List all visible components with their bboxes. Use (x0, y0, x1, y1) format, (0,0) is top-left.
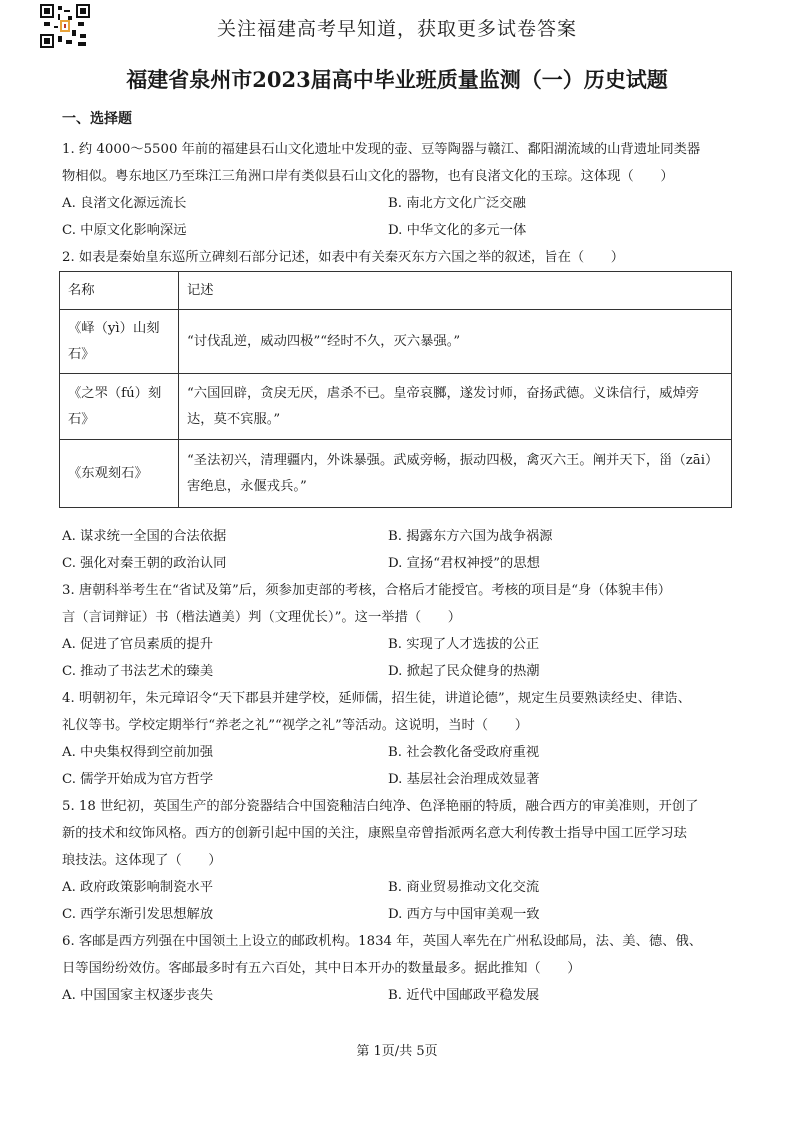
option-a[interactable]: A. 中央集权得到空前加强 (62, 745, 214, 760)
question-stem-line: 言（言词辩证）书（楷法遒美）判（文理优长）”。这一举措（ ） (62, 610, 462, 625)
question-stem-line: 琅技法。这体现了（ ） (62, 853, 222, 868)
question-6 (62, 928, 732, 1009)
option-b[interactable]: B. 社会教化备受政府重视 (388, 745, 540, 760)
table-cell-name: 《之罘（fú）刻 石》 (60, 374, 179, 440)
option-a[interactable]: A. 良渚文化源远流长 (62, 196, 187, 211)
question-5 (62, 793, 732, 928)
question-stem-line: 礼仪等书。学校定期举行“养老之礼”“视学之礼”等活动。这说明，当时（ ） (62, 718, 528, 733)
question-stem-line: 物相似。粤东地区乃至珠江三角洲口岸有类似县石山文化的器物，也有良渚文化的玉琮。这体现（ ） (62, 169, 674, 184)
question-stem-line: 4. 明朝初年，朱元璋诏令“天下郡县并建学校，延师儒，招生徒，讲道论德”，规定生员要熟读经史、律诰、 (62, 691, 691, 706)
question-stem-line: 5. 18 世纪初，英国生产的部分瓷器结合中国瓷釉洁白纯净、色泽艳丽的特质，融合西方的审美准则，开创了 (62, 799, 699, 814)
option-d[interactable]: D. 掀起了民众健身的热潮 (388, 664, 540, 679)
question-4 (62, 685, 732, 793)
option-d[interactable]: D. 基层社会治理成效显著 (388, 772, 540, 787)
question-stem-line: 新的技术和纹饰风格。西方的创新引起中国的关注，康熙皇帝曾指派两名意大利传教士指导中国工匠学习珐 (62, 826, 687, 841)
table-row (60, 310, 732, 374)
stele-inscription-table (59, 271, 732, 508)
option-b[interactable]: B. 南北方文化广泛交融 (388, 196, 526, 211)
table-cell-text: “讨伐乱逆，威动四极”“经时不久，灭六暴强。” (179, 310, 732, 374)
option-b[interactable]: B. 揭露东方六国为战争祸源 (388, 529, 553, 544)
question-stem-line: 日等国纷纷效仿。客邮最多时有五六百处，其中日本开办的数量最多。据此推知（ ） (62, 961, 581, 976)
question-stem-line: 1. 约 4000～5500 年前的福建县石山文化遗址中发现的壶、豆等陶器与赣江、鄱阳湖流域的山背遗址同类器 (62, 142, 701, 157)
option-c[interactable]: C. 西学东渐引发思想解放 (62, 907, 214, 922)
table-row (60, 440, 732, 508)
option-d[interactable]: D. 中华文化的多元一体 (388, 223, 527, 238)
option-c[interactable]: C. 儒学开始成为官方哲学 (62, 772, 214, 787)
section-heading: 一、选择题 (62, 111, 132, 127)
question-stem-line: 2. 如表是秦始皇东巡所立碑刻石部分记述，如表中有关秦灭东方六国之举的叙述，旨在（ ） (62, 250, 625, 265)
promo-banner-text: 关注福建高考早知道，获取更多试卷答案 (216, 18, 577, 40)
option-a[interactable]: A. 谋求统一全国的合法依据 (62, 529, 227, 544)
question-2 (62, 244, 732, 577)
table-cell-name: 《峄（yì）山刻 石》 (60, 310, 179, 374)
option-c[interactable]: C. 中原文化影响深远 (62, 223, 187, 238)
table-header-name: 名称 (60, 272, 179, 310)
option-a[interactable]: A. 促进了官员素质的提升 (62, 637, 214, 652)
question-stem-line: 6. 客邮是西方列强在中国领土上设立的邮政机构。1834 年，英国人率先在广州私设邮局，法、美、德、俄、 (62, 934, 703, 949)
option-d[interactable]: D. 宣扬“君权神授”的思想 (388, 556, 540, 571)
option-b[interactable]: B. 商业贸易推动文化交流 (388, 880, 540, 895)
page-number: 第 1页/共 5页 (356, 1044, 438, 1059)
option-b[interactable]: B. 实现了人才选拔的公正 (388, 637, 540, 652)
option-a[interactable]: A. 中国国家主权逐步丧失 (62, 988, 214, 1003)
option-a[interactable]: A. 政府政策影响制瓷水平 (62, 880, 214, 895)
page-title: 福建省泉州市2023届高中毕业班质量监测（一）历史试题 (126, 67, 668, 92)
table-cell-text: “六国回辟，贪戾无厌，虐杀不已。皇帝哀膷，遂发讨师，奋扬武德。义诛信行，威焯旁 达，莫不宾服。” (179, 374, 732, 440)
table-row (60, 374, 732, 440)
question-stem-line: 3. 唐朝科举考生在“省试及第”后，须参加吏部的考核，合格后才能授官。考核的项目是“身（体貌丰伟） (62, 583, 672, 598)
option-c[interactable]: C. 推动了书法艺术的臻美 (62, 664, 214, 679)
option-c[interactable]: C. 强化对秦王朝的政治认同 (62, 556, 227, 571)
option-d[interactable]: D. 西方与中国审美观一致 (388, 907, 540, 922)
questions-container (62, 136, 732, 1009)
table-cell-name: 《东观刻石》 (60, 440, 179, 508)
table-header-record: 记述 (179, 272, 732, 310)
option-b[interactable]: B. 近代中国邮政平稳发展 (388, 988, 540, 1003)
question-1 (62, 136, 732, 244)
question-3 (62, 577, 732, 685)
table-cell-text: “圣法初兴，清理疆内，外诛暴强。武威旁畅，振动四极，禽灭六王。阐并天下，甾（zāi） 害绝息，永偃戎兵。” (179, 440, 732, 508)
